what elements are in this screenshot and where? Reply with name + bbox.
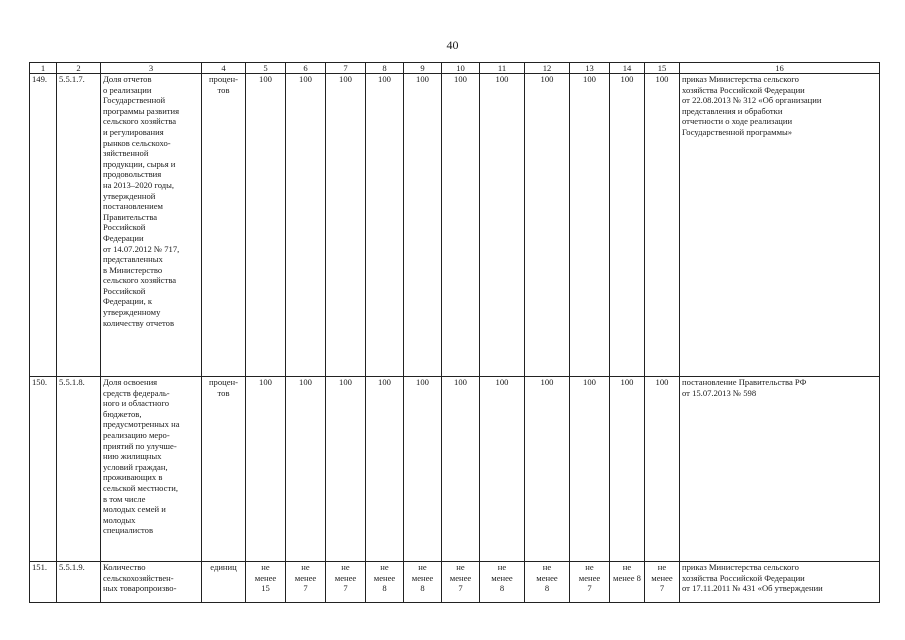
value-cell: 100 xyxy=(610,377,645,562)
value-cell: 100 xyxy=(246,377,286,562)
row-number: 149. xyxy=(30,74,57,377)
value-cell: 100 xyxy=(525,377,570,562)
value-cell: не менее 7 xyxy=(570,562,610,603)
value-cell: не менее 7 xyxy=(286,562,326,603)
row-number: 151. xyxy=(30,562,57,603)
col-header: 8 xyxy=(366,63,404,74)
value-cell: не менее 15 xyxy=(246,562,286,603)
row-number: 150. xyxy=(30,377,57,562)
value-cell: 100 xyxy=(442,377,480,562)
table-row xyxy=(30,377,880,562)
value-cell: 100 xyxy=(286,74,326,377)
col-header: 1 xyxy=(30,63,57,74)
value-cell: 100 xyxy=(246,74,286,377)
indicator-description: Доля отчетов о реализации Государственной программы развития сельского хозяйства и регулирования рынков сельскохо- зяйственной продукции, сырья и продовольствия на 2013–2020 годы, утвержденной постановлением Правительства Российской Федерации от 14.07.2012 № 717, представленных в Министерство сельского хозяйства Российской Федерации, к утвержденному количеству отчетов xyxy=(101,74,202,377)
unit-of-measure: процен- тов xyxy=(202,377,246,562)
unit-of-measure: единиц xyxy=(202,562,246,603)
table-row xyxy=(30,74,880,377)
value-cell: 100 xyxy=(404,377,442,562)
value-cell: 100 xyxy=(366,377,404,562)
indicator-code: 5.5.1.7. xyxy=(57,74,101,377)
column-number-row xyxy=(30,63,880,74)
indicator-code: 5.5.1.8. xyxy=(57,377,101,562)
value-cell: 100 xyxy=(286,377,326,562)
value-cell: 100 xyxy=(570,377,610,562)
value-cell: 100 xyxy=(645,74,680,377)
col-header: 16 xyxy=(680,63,880,74)
col-header: 14 xyxy=(610,63,645,74)
col-header: 3 xyxy=(101,63,202,74)
value-cell: 100 xyxy=(570,74,610,377)
col-header: 13 xyxy=(570,63,610,74)
col-header: 12 xyxy=(525,63,570,74)
value-cell: не менее 8 xyxy=(525,562,570,603)
value-cell: 100 xyxy=(326,74,366,377)
value-cell: не менее 7 xyxy=(326,562,366,603)
indicator-table xyxy=(29,62,880,603)
source-document: приказ Министерства сельского хозяйства Российской Федерации от 17.11.2011 № 431 «Об утверждении xyxy=(680,562,880,603)
source-document: постановление Правительства РФ от 15.07.2013 № 598 xyxy=(680,377,880,562)
page-number: 40 xyxy=(446,38,459,52)
col-header: 15 xyxy=(645,63,680,74)
value-cell: не менее 8 xyxy=(610,562,645,603)
value-cell: 100 xyxy=(404,74,442,377)
table-row xyxy=(30,562,880,603)
unit-of-measure: процен- тов xyxy=(202,74,246,377)
value-cell: 100 xyxy=(366,74,404,377)
value-cell: не менее 8 xyxy=(404,562,442,603)
col-header: 11 xyxy=(480,63,525,74)
value-cell: 100 xyxy=(442,74,480,377)
col-header: 9 xyxy=(404,63,442,74)
value-cell: не менее 8 xyxy=(480,562,525,603)
col-header: 10 xyxy=(442,63,480,74)
value-cell: 100 xyxy=(480,74,525,377)
value-cell: не менее 7 xyxy=(442,562,480,603)
value-cell: 100 xyxy=(326,377,366,562)
source-document: приказ Министерства сельского хозяйства Российской Федерации от 22.08.2013 № 312 «Об организации представления и обработки отчетности о ходе реализации Государственной программы» xyxy=(680,74,880,377)
value-cell: 100 xyxy=(525,74,570,377)
col-header: 5 xyxy=(246,63,286,74)
indicator-code: 5.5.1.9. xyxy=(57,562,101,603)
value-cell: не менее 8 xyxy=(366,562,404,603)
col-header: 4 xyxy=(202,63,246,74)
value-cell: 100 xyxy=(610,74,645,377)
col-header: 6 xyxy=(286,63,326,74)
col-header: 7 xyxy=(326,63,366,74)
value-cell: 100 xyxy=(480,377,525,562)
value-cell: 100 xyxy=(645,377,680,562)
col-header: 2 xyxy=(57,63,101,74)
indicator-description: Количество сельскохозяйствен- ных товаропроизво- xyxy=(101,562,202,603)
value-cell: не менее 7 xyxy=(645,562,680,603)
indicator-description: Доля освоения средств федераль- ного и областного бюджетов, предусмотренных на реализацию меро- приятий по улучше- нию жилищных условий граждан, проживающих в сельской местности, в том числе молодых семей и молодых специалистов xyxy=(101,377,202,562)
